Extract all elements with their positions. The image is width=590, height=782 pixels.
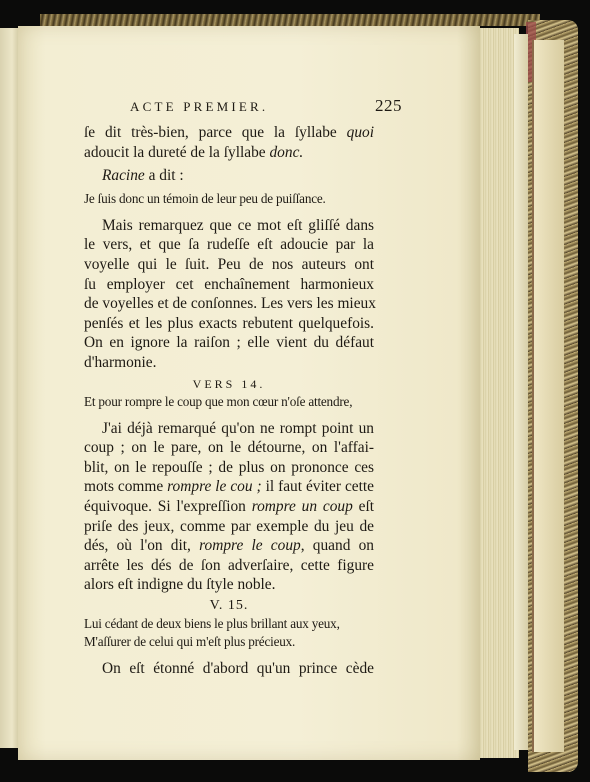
text-line: On en ignore la raiſon ; elle vient du défaut xyxy=(84,334,374,352)
binding-top-band xyxy=(40,14,540,26)
text-line: ſe dit très-bien, parce que la ſyllabe quoi xyxy=(84,124,374,141)
paragraph-4 xyxy=(84,419,374,595)
text-line: de voyelles et de conſonnes. Les vers les mieux xyxy=(84,295,376,313)
text-line: blit, on le repouſſe ; de plus on prononce ces xyxy=(84,458,374,476)
text-line: équivoque. Si l'expreſſion rompre un coup eſt xyxy=(84,497,374,515)
text-line: arrête les dés de ſon adverſaire, cette figure xyxy=(84,556,374,574)
text-line: Mais remarquez que ce mot eſt gliſſé dans xyxy=(102,216,374,234)
binding-endpaper xyxy=(532,40,564,752)
page-edges xyxy=(478,28,519,758)
running-head-title: ACTE PREMIER. xyxy=(130,99,269,114)
verse-quote-2: Et pour rompre le coup que mon cœur n'oſe attendre, xyxy=(84,393,353,409)
text-line: priſe des jeux, comme par exemple du jeu de xyxy=(84,517,374,535)
verse-quote-3: Lui cédant de deux biens le plus brillant aux yeux, xyxy=(84,615,340,631)
text-line: ſu employer cet enchaînement harmonieux xyxy=(84,275,374,293)
paragraph-3 xyxy=(84,216,374,373)
text-line: coup ; on le pare, on le détourne, on l'affai- xyxy=(84,439,374,457)
paragraph-1 xyxy=(84,123,374,162)
text-line: voyelle qui le ſuit. Peu de nos auteurs ont xyxy=(84,255,374,273)
text-line: On eſt étonné d'abord qu'un prince cède xyxy=(102,659,374,677)
text-line: le vers, et que ſa rudeſſe eſt adoucie par la xyxy=(84,236,374,254)
text-line: alors eſt indigne du ſtyle noble. xyxy=(84,576,276,594)
text-line: dés, où l'on dit, rompre le coup, quand on xyxy=(84,537,374,555)
paragraph-2: Racine a dit : xyxy=(102,167,184,185)
text-line: penſés et les plus exacts rebutent quelquefois. xyxy=(84,314,374,332)
text-line: adoucit la dureté de la ſyllabe donc. xyxy=(84,143,304,161)
text-line: J'ai déjà remarqué qu'on ne rompt point un xyxy=(102,419,374,437)
section-heading-vers-14: VERS 14. xyxy=(192,376,266,391)
page-fore-edge xyxy=(514,34,528,750)
running-head xyxy=(130,96,402,116)
page-number: 225 xyxy=(375,96,402,115)
verse-quote-1: Je ſuis donc un témoin de leur peu de puiſſance. xyxy=(84,190,326,206)
text-line: mots comme rompre le cou ; il faut éviter cette xyxy=(84,478,374,496)
verse-quote-4: M'aſſurer de celui qui m'eſt plus précieux. xyxy=(84,633,296,649)
section-heading-v-15: V. 15. xyxy=(209,597,249,613)
page-text xyxy=(84,96,402,678)
paragraph-5 xyxy=(84,659,374,679)
text-line: d'harmonie. xyxy=(84,353,157,371)
